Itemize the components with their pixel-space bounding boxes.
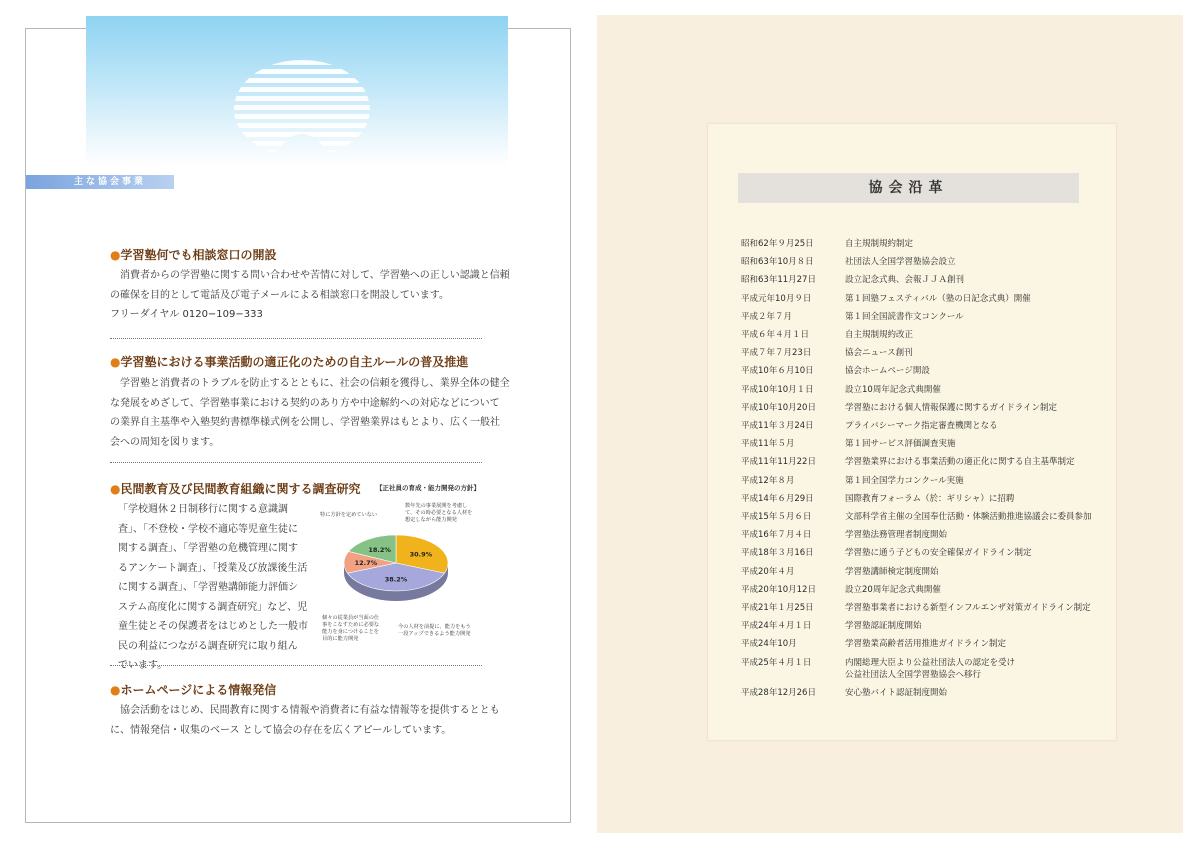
- history-event-line: 第１回サービス評価調査実施: [845, 439, 956, 450]
- history-event-line: 文部科学省主催の全国奉仕活動・体験活動推進協議会に委員参加: [845, 512, 1092, 522]
- association-logo-icon: [232, 58, 372, 168]
- history-date: 平成25年４月１日: [741, 657, 812, 668]
- history-event-line: 学習塾認証制度開始: [845, 621, 922, 632]
- band-label: 主な協会事業: [74, 177, 147, 187]
- history-event: [845, 493, 1085, 505]
- section-body-self-rules: 学習塾と消費者のトラブルを防止するとともに、社会の信頼を獲得し、業界全体の健全 な発展をめざして、学習塾事業における契約のあり方や中途解約への対応などについて の業界自主基準や入塾契約書標準様式例を公開し、学習塾業界はもとより、広く一般社 会への周知を図ります。: [110, 378, 510, 448]
- chart-annotation-step-up: 今の人材を前提に、能力をもう一段アップできるよう能力開発: [398, 624, 471, 637]
- history-date: 平成16年７月４日: [741, 530, 812, 541]
- history-event-line: 内閣総理大臣より公益社団法人の認定を受け: [845, 657, 1016, 668]
- history-event: [845, 365, 1085, 377]
- history-event-line: プライバシーマーク指定審査機関となる: [845, 421, 998, 431]
- history-event: [845, 475, 1085, 487]
- history-event-line: 自主規制規約制定: [845, 239, 914, 249]
- section-title-homepage: ●ホームページによる情報発信: [110, 683, 277, 697]
- section-band: [26, 175, 174, 189]
- section-body-research: 「学校週休２日制移行に関する意識調 査」、「不登校・学校不適応等児童生徒に 関する調査」、「学習塾の危機管理に関す るアンケート調査」、「授業及び放課後生活 に関する調査」、「学習塾講師能力評価シ ステム高度化に関する調査研究」など、児 童生徒とその保護者をはじめとした一般市 民の利益につながる調査研究に取り組ん でいます。: [118, 504, 308, 671]
- history-event: [845, 311, 1085, 323]
- bullet-icon: ●: [110, 248, 121, 262]
- history-event-line: 学習塾に通う子どもの安全確保ガイドライン制定: [845, 548, 1032, 559]
- history-event-line: 学習塾事業者における新型インフルエンザ対策ガイドライン制定: [845, 603, 1091, 613]
- section-body-homepage: 協会活動をはじめ、民間教育に関する情報や消費者に有益な情報等を提供するととも に、情報発信・収集のベース として協会の存在を広くアピールしています。: [110, 705, 500, 736]
- history-date: 昭和63年10月８日: [741, 257, 814, 268]
- chart-annotation-future: 数年先の事業展開を考慮して、その時必要となる人材を想定しながら能力開発: [405, 503, 473, 523]
- history-event: [845, 420, 1085, 432]
- history-event: [845, 238, 1085, 250]
- history-date: 平成24年10月: [741, 639, 797, 650]
- history-event: [845, 620, 1085, 632]
- history-date: 平成７年７月23日: [741, 348, 812, 359]
- history-event: [845, 547, 1085, 559]
- history-event-line: 第１回全国読書作文コンクール: [845, 311, 964, 322]
- divider: [110, 338, 482, 339]
- bullet-icon: ●: [110, 355, 121, 369]
- bullet-icon: ●: [110, 683, 121, 697]
- history-event: [845, 402, 1085, 414]
- history-event: [845, 347, 1085, 359]
- chart-annotation-no-policy: 特に方針を定めていない: [320, 512, 378, 518]
- history-event-line: 学習塾講師検定制度開始: [845, 566, 939, 577]
- history-event: [845, 329, 1085, 341]
- history-event: [845, 256, 1085, 268]
- history-event: [845, 687, 1085, 699]
- history-event-line: 第１回塾フェスティバル（塾の日記念式典）開催: [845, 293, 1031, 304]
- history-event: [845, 384, 1085, 396]
- section-title-self-rules: ●学習塾における事業活動の適正化のための自主ルールの普及推進: [110, 355, 469, 369]
- history-date: 昭和62年９月25日: [741, 239, 814, 249]
- history-date: 平成20年10月12日: [741, 584, 816, 595]
- history-event: [845, 529, 1085, 541]
- history-event: [845, 602, 1091, 614]
- history-event: [845, 511, 1092, 523]
- history-date: 平成11年５月: [741, 439, 795, 450]
- history-event: [845, 657, 1085, 681]
- history-event-line: 設立20周年記念式典開催: [845, 584, 941, 595]
- history-date: 平成14年６月29日: [741, 493, 814, 504]
- history-event: [845, 293, 1085, 305]
- pie-slice-label: 18.2%: [368, 545, 391, 554]
- history-event-line: 学習塾法務管理者制度開始: [845, 530, 948, 541]
- history-event-line: 安心塾バイト認証制度開始: [845, 688, 948, 698]
- history-event: [845, 438, 1085, 450]
- divider: [110, 462, 482, 463]
- pie-slice-label: 12.7%: [354, 559, 378, 568]
- history-date: 平成11年３月24日: [741, 421, 814, 431]
- history-event-line: 第１回全国学力コンクール実施: [845, 475, 964, 486]
- chart-annotation-current-work: 個々の従業員が当面の仕事をこなすために必要な能力を身につけることを目的に能力開発: [322, 615, 380, 642]
- history-date: 平成18年３月16日: [741, 548, 814, 559]
- history-event: [845, 638, 1085, 650]
- history-event-line: 国際教育フォーラム（於：ギリシャ）に招聘: [845, 493, 1015, 504]
- history-date: 平成２年７月: [741, 311, 793, 322]
- history-date: 平成10年６月10日: [741, 366, 814, 377]
- history-event-line: 公益社団法人全国学習塾協会へ移行: [845, 669, 982, 680]
- pie-slice-label: 38.2%: [384, 575, 408, 584]
- history-event: [845, 584, 1085, 596]
- history-date: 平成10年10月１日: [741, 384, 814, 395]
- pie-chart: [340, 525, 470, 615]
- bullet-icon: ●: [110, 482, 121, 496]
- section-title-consultation: ●学習塾何でも相談窓口の開設: [110, 248, 277, 262]
- history-event-line: 社団法人全国学習塾協会設立: [845, 257, 956, 268]
- history-event-line: 協会ホームページ開設: [845, 366, 930, 377]
- history-date: 平成21年１月25日: [741, 603, 814, 613]
- history-event: [845, 274, 1085, 286]
- history-header: 協会沿革: [738, 173, 1079, 203]
- history-date: 平成24年４月１日: [741, 621, 812, 632]
- history-date: 平成11年11月22日: [741, 457, 816, 468]
- history-event-line: 協会ニュース創刊: [845, 348, 913, 359]
- history-event-line: 設立記念式典、会報ＪＪＡ創刊: [845, 275, 965, 286]
- pie-slice-label: 30.9%: [409, 550, 433, 559]
- history-date: 平成15年５月６日: [741, 512, 812, 522]
- history-event: [845, 566, 1085, 578]
- history-event-line: 学習塾業高齢者活用推進ガイドライン制定: [845, 639, 1006, 650]
- history-event-line: 自主規制規約改正: [845, 330, 914, 340]
- history-date: 平成元年10月９日: [741, 293, 812, 304]
- history-date: 昭和63年11月27日: [741, 275, 816, 286]
- history-date: 平成28年12月26日: [741, 688, 816, 698]
- divider: [110, 665, 482, 666]
- history-event: [845, 456, 1085, 468]
- history-event-line: 設立10周年記念式典開催: [845, 384, 941, 395]
- history-event-line: 学習塾における個人情報保護に関するガイドライン制定: [845, 402, 1057, 413]
- chart-caption: 【正社員の育成・能力開発の方針】: [376, 484, 480, 492]
- history-event-line: 学習塾業界における事業活動の適正化に関する自主基準制定: [845, 457, 1075, 468]
- history-date: 平成20年４月: [741, 566, 795, 577]
- history-date: 平成12年８月: [741, 475, 795, 486]
- history-date: 平成10年10月20日: [741, 402, 816, 413]
- history-date: 平成６年４月１日: [741, 330, 810, 340]
- section-title-research: ●民間教育及び民間教育組織に関する調査研究: [110, 482, 361, 496]
- section-body-consultation: 消費者からの学習塾に関する問い合わせや苦情に対して、学習塾への正しい認識と信頼 の確保を目的として電話及び電子メールによる相談窓口を開設しています。 フリーダイヤル 0120−109−333: [110, 270, 510, 320]
